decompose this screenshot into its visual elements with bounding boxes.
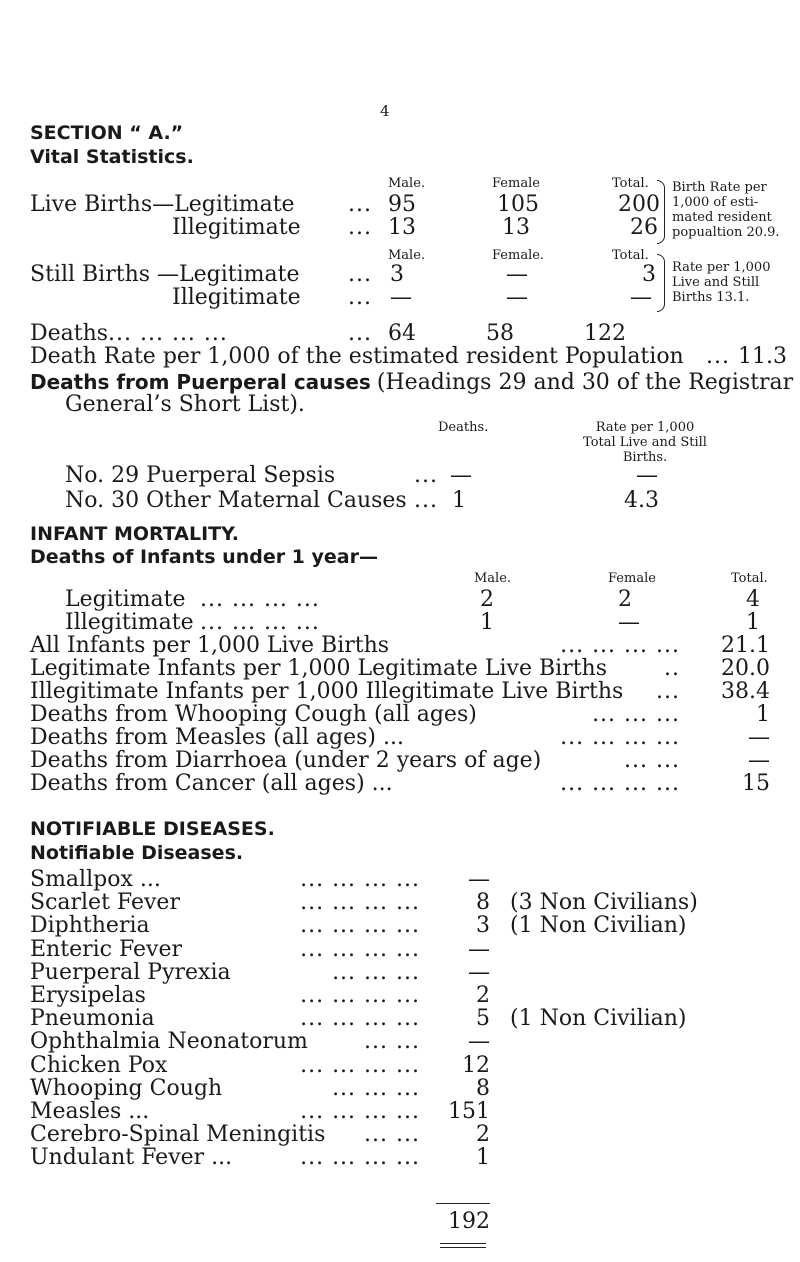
live-illegit-total: 26 <box>630 215 658 240</box>
puerperal-row-deaths: 1 <box>452 488 466 513</box>
deaths-total: 122 <box>584 321 626 346</box>
disease-dots: ... ... ... ... <box>300 1053 420 1078</box>
infant-col-male: Male. <box>474 571 512 586</box>
live-col-female: Female <box>492 176 540 191</box>
infant-rate-dots: ... ... ... ... <box>560 725 680 750</box>
puerperal-col-rate-line: Rate per 1,000 <box>595 420 695 435</box>
disease-name: Pneumonia <box>30 1006 155 1031</box>
double-rule-bottom <box>440 1247 486 1248</box>
disease-note: (3 Non Civilians) <box>510 890 698 915</box>
deaths-dots-2: ... <box>348 321 372 346</box>
notifiable-total: 192 <box>448 1209 490 1234</box>
infant-row-male: 2 <box>480 587 494 612</box>
disease-dots: ... ... ... ... <box>300 1099 420 1124</box>
infant-col-total: Total. <box>731 571 768 586</box>
infant-row-label: Illegitimate <box>65 610 194 635</box>
disease-note: (1 Non Civilian) <box>510 913 687 938</box>
deaths-label: Deaths <box>30 321 109 346</box>
infant-rate-dots: ... ... ... ... <box>560 771 680 796</box>
still-illegit-total: — <box>630 285 652 310</box>
notifiable-title: NOTIFIABLE DISEASES. <box>30 818 275 840</box>
infant-row-female: 2 <box>618 587 632 612</box>
still-legit-label: Still Births —Legitimate <box>30 262 300 287</box>
infant-rate-value: 38.4 <box>721 679 770 704</box>
live-brace <box>657 180 665 244</box>
puerperal-col-rate-line: Total Live and Still <box>583 435 707 450</box>
infant-rate-label: Deaths from Measles (all ages) ... <box>30 725 404 750</box>
puerperal-heading-rest: (Headings 29 and 30 of the Registrar <box>376 370 794 395</box>
infant-row-dots: ... ... ... ... <box>200 610 320 635</box>
disease-name: Chicken Pox <box>30 1053 168 1078</box>
infant-rate-value: — <box>748 748 770 773</box>
puerperal-row-rate: — <box>636 463 658 488</box>
infant-rate-label: Deaths from Cancer (all ages) ... <box>30 771 393 796</box>
live-legit-label: Live Births—Legitimate <box>30 192 295 217</box>
birth-rate-note-line: Birth Rate per <box>672 180 767 195</box>
birth-rate-note <box>672 180 780 240</box>
disease-name: Diphtheria <box>30 913 150 938</box>
total-rule <box>436 1203 490 1204</box>
still-illegit-label: Illegitimate <box>172 285 301 310</box>
disease-count: — <box>468 867 490 892</box>
disease-name: Enteric Fever <box>30 937 183 962</box>
infant-rate-label: Deaths from Whooping Cough (all ages) <box>30 702 477 727</box>
deaths-male: 64 <box>388 321 416 346</box>
still-col-female: Female. <box>492 248 545 263</box>
death-rate-dots: ... <box>706 344 730 369</box>
live-col-total: Total. <box>612 176 649 191</box>
disease-count: 3 <box>476 913 490 938</box>
disease-name: Scarlet Fever <box>30 890 180 915</box>
live-legit-dots: ... <box>348 192 372 217</box>
live-illegit-label: Illegitimate <box>172 215 301 240</box>
still-brace <box>657 254 665 312</box>
puerperal-col-rate <box>560 420 730 465</box>
infant-rate-dots: ... ... ... <box>592 702 680 727</box>
disease-count: — <box>468 1029 490 1054</box>
puerperal-row-rate: 4.3 <box>624 488 659 513</box>
puerperal-heading-bold: Deaths from Puerperal causes <box>30 370 371 394</box>
disease-name: Undulant Fever ... <box>30 1145 233 1170</box>
infant-rate-value: — <box>748 725 770 750</box>
puerperal-col-rate-line: Births. <box>622 450 668 465</box>
infant-rate-value: 20.0 <box>721 656 770 681</box>
puerperal-heading-line2: General’s Short List). <box>65 392 305 417</box>
disease-dots: ... ... ... <box>332 960 420 985</box>
live-legit-total: 200 <box>618 192 660 217</box>
infant-rate-label: All Infants per 1,000 Live Births <box>30 633 390 658</box>
section-subtitle: Vital Statistics. <box>30 146 194 168</box>
still-legit-female: — <box>506 262 528 287</box>
notifiable-subtitle: Notifiable Diseases. <box>30 842 244 864</box>
puerperal-row-dots: ... <box>414 488 438 513</box>
puerperal-col-deaths: Deaths. <box>438 420 489 435</box>
section-title: SECTION “ A.” <box>30 122 184 144</box>
puerperal-row-dots: ... <box>414 463 438 488</box>
still-illegit-male: — <box>390 285 412 310</box>
disease-count: 2 <box>476 1122 490 1147</box>
still-rate-note <box>672 260 770 305</box>
infant-rate-label: Legitimate Infants per 1,000 Legitimate Live Births <box>30 656 608 681</box>
disease-count: 1 <box>476 1145 490 1170</box>
disease-count: — <box>468 960 490 985</box>
disease-dots: ... ... <box>364 1122 420 1147</box>
still-illegit-female: — <box>506 285 528 310</box>
infant-title: INFANT MORTALITY. <box>30 523 239 545</box>
disease-dots: ... ... <box>364 1029 420 1054</box>
disease-name: Ophthalmia Neonatorum <box>30 1029 308 1054</box>
deaths-dots: ... ... ... ... <box>108 321 228 346</box>
page-number: 4 <box>380 102 390 120</box>
disease-count: 5 <box>476 1006 490 1031</box>
disease-dots: ... ... ... ... <box>300 1145 420 1170</box>
disease-dots: ... ... ... ... <box>300 937 420 962</box>
infant-rate-dots: ... <box>656 679 680 704</box>
still-rate-note-line: Births 13.1. <box>672 290 750 305</box>
infant-rate-label: Illegitimate Infants per 1,000 Illegitimate Live Births <box>30 679 624 704</box>
still-rate-note-line: Live and Still <box>672 275 760 290</box>
still-rate-note-line: Rate per 1,000 <box>672 260 771 275</box>
death-rate-label: Death Rate per 1,000 of the estimated resident Population <box>30 344 684 369</box>
live-col-male: Male. <box>388 176 426 191</box>
still-col-male: Male. <box>388 248 426 263</box>
infant-row-total: 4 <box>746 587 760 612</box>
infant-rate-value: 1 <box>756 702 770 727</box>
birth-rate-note-line: popualtion 20.9. <box>672 225 780 240</box>
death-rate-value: 11.3 <box>738 344 787 369</box>
still-legit-male: 3 <box>390 262 404 287</box>
disease-name: Cerebro-Spinal Meningitis <box>30 1122 326 1147</box>
infant-rate-dots: .. <box>664 656 680 681</box>
puerperal-row-deaths: — <box>450 463 472 488</box>
infant-rate-value: 21.1 <box>721 633 770 658</box>
disease-dots: ... ... ... ... <box>300 913 420 938</box>
still-legit-dots: ... <box>348 262 372 287</box>
disease-name: Puerperal Pyrexia <box>30 960 231 985</box>
infant-subtitle: Deaths of Infants under 1 year— <box>30 546 378 568</box>
live-illegit-male: 13 <box>388 215 416 240</box>
disease-name: Whooping Cough <box>30 1076 223 1101</box>
disease-note: (1 Non Civilian) <box>510 1006 687 1031</box>
live-legit-male: 95 <box>388 192 416 217</box>
infant-rate-label: Deaths from Diarrhoea (under 2 years of age) <box>30 748 542 773</box>
disease-count: 151 <box>448 1099 490 1124</box>
birth-rate-note-line: mated resident <box>672 210 772 225</box>
disease-dots: ... ... ... <box>332 1076 420 1101</box>
puerperal-row-label: No. 29 Puerperal Sepsis <box>65 463 336 488</box>
infant-row-male: 1 <box>480 610 494 635</box>
still-col-total: Total. <box>612 248 649 263</box>
double-rule-top <box>440 1243 486 1244</box>
disease-name: Erysipelas <box>30 983 146 1008</box>
live-illegit-dots: ... <box>348 215 372 240</box>
disease-count: 8 <box>476 1076 490 1101</box>
disease-dots: ... ... ... ... <box>300 867 420 892</box>
live-legit-female: 105 <box>497 192 539 217</box>
infant-row-total: 1 <box>746 610 760 635</box>
infant-row-dots: ... ... ... ... <box>200 587 320 612</box>
birth-rate-note-line: 1,000 of esti- <box>672 195 759 210</box>
infant-row-female: — <box>618 610 640 635</box>
disease-dots: ... ... ... ... <box>300 1006 420 1031</box>
infant-row-label: Legitimate <box>65 587 186 612</box>
disease-name: Measles ... <box>30 1099 150 1124</box>
disease-dots: ... ... ... ... <box>300 983 420 1008</box>
disease-count: 8 <box>476 890 490 915</box>
deaths-female: 58 <box>486 321 514 346</box>
live-illegit-female: 13 <box>502 215 530 240</box>
still-legit-total: 3 <box>642 262 656 287</box>
disease-name: Smallpox ... <box>30 867 161 892</box>
infant-rate-value: 15 <box>742 771 770 796</box>
disease-count: — <box>468 937 490 962</box>
infant-rate-dots: ... ... <box>624 748 680 773</box>
still-illegit-dots: ... <box>348 285 372 310</box>
disease-dots: ... ... ... ... <box>300 890 420 915</box>
puerperal-row-label: No. 30 Other Maternal Causes <box>65 488 407 513</box>
disease-count: 2 <box>476 983 490 1008</box>
disease-count: 12 <box>462 1053 490 1078</box>
infant-col-female: Female <box>608 571 656 586</box>
infant-rate-dots: ... ... ... ... <box>560 633 680 658</box>
